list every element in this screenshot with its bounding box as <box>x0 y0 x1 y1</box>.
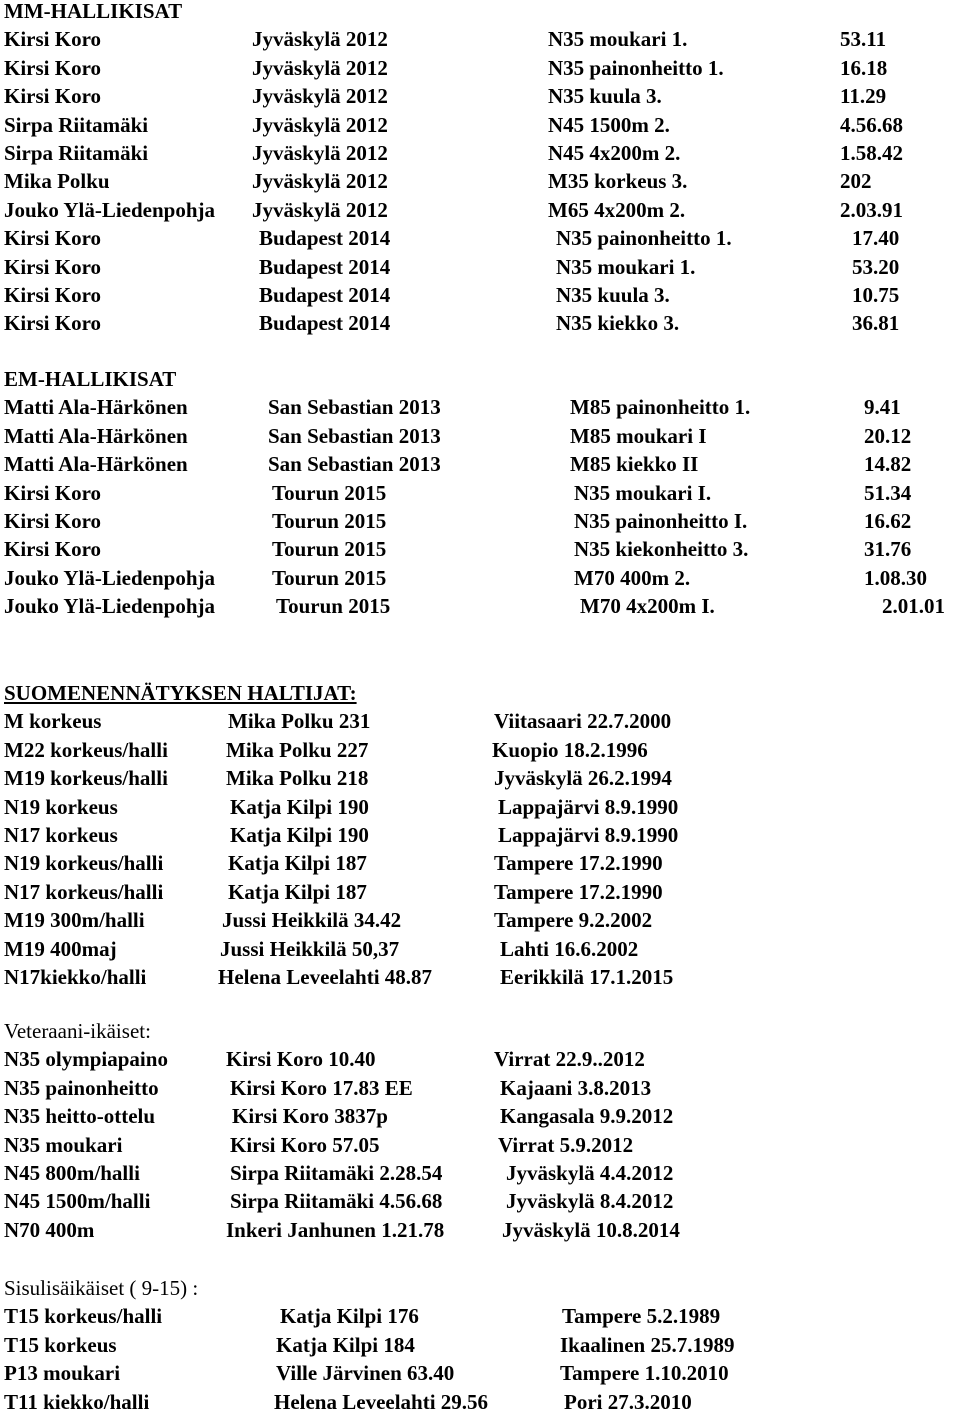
category: T15 korkeus <box>4 1332 117 1357</box>
category: M19 korkeus/halli <box>4 766 168 791</box>
result: 1.08.30 <box>864 565 927 590</box>
result: 16.62 <box>864 508 912 533</box>
result: 17.40 <box>852 226 900 251</box>
holder: Jussi Heikkilä 50,37 <box>220 936 400 961</box>
holder: Katja Kilpi 190 <box>230 822 369 847</box>
place-date: Virrat 22.9..2012 <box>494 1047 645 1072</box>
category: N45 800m/halli <box>4 1160 140 1185</box>
venue: Budapest 2014 <box>259 226 391 251</box>
holder: Helena Leveelahti 48.87 <box>218 964 433 989</box>
venue: Jyväskylä 2012 <box>252 84 388 109</box>
venue: San Sebastian 2013 <box>268 395 441 420</box>
result: 2.01.01 <box>882 594 945 619</box>
record-row <box>4 707 960 735</box>
category: N19 korkeus/halli <box>4 851 164 876</box>
venue: Tourun 2015 <box>276 594 391 619</box>
place-date: Virrat 5.9.2012 <box>498 1132 634 1157</box>
athlete: Matti Ala-Härkönen <box>4 395 188 420</box>
record-row <box>4 1045 960 1073</box>
athlete: Matti Ala-Härkönen <box>4 423 188 448</box>
holder: Kirsi Koro 17.83 EE <box>230 1075 413 1100</box>
event: N35 moukari I. <box>574 480 712 505</box>
athlete: Sirpa Riitamäki <box>4 140 149 165</box>
holder: Kirsi Koro 57.05 <box>230 1132 380 1157</box>
place-date: Lappajärvi 8.9.1990 <box>498 794 679 819</box>
athlete: Kirsi Koro <box>4 537 102 562</box>
place-date: Kajaani 3.8.2013 <box>500 1075 652 1100</box>
venue: Jyväskylä 2012 <box>252 169 388 194</box>
athlete: Sirpa Riitamäki <box>4 112 149 137</box>
venue: Jyväskylä 2012 <box>252 27 388 52</box>
result: 14.82 <box>864 452 912 477</box>
youth-heading: Sisulisäikäiset ( 9-15) : <box>4 1276 199 1300</box>
result: 11.29 <box>840 84 887 109</box>
holder: Sirpa Riitamäki 4.56.68 <box>230 1189 443 1214</box>
holder: Jussi Heikkilä 34.42 <box>222 908 402 933</box>
mm-heading: MM-HALLIKISAT <box>4 0 183 23</box>
record-row <box>4 764 960 792</box>
event: N35 painonheitto 1. <box>548 55 724 80</box>
result: 20.12 <box>864 423 912 448</box>
result-row <box>4 592 960 620</box>
mm-section <box>4 0 960 338</box>
em-heading: EM-HALLIKISAT <box>4 367 177 391</box>
record-row <box>4 1187 960 1215</box>
result: 2.03.91 <box>840 197 903 222</box>
place-date: Tampere 5.2.1989 <box>562 1304 721 1329</box>
athlete: Matti Ala-Härkönen <box>4 452 188 477</box>
record-row <box>4 1131 960 1159</box>
venue: Jyväskylä 2012 <box>252 55 388 80</box>
holder: Sirpa Riitamäki 2.28.54 <box>230 1160 443 1185</box>
result: 9.41 <box>864 395 901 420</box>
record-row <box>4 1359 960 1387</box>
result: 31.76 <box>864 537 912 562</box>
result: 36.81 <box>852 311 900 336</box>
event: M85 moukari I <box>570 423 707 448</box>
athlete: Jouko Ylä-Liedenpohja <box>4 197 216 222</box>
result-row <box>4 535 960 563</box>
result-row <box>4 507 960 535</box>
venue: Tourun 2015 <box>272 565 387 590</box>
result-row <box>4 309 960 337</box>
youth-section <box>4 1274 960 1416</box>
result-row <box>4 54 960 82</box>
event: N35 kuula 3. <box>556 282 670 307</box>
venue: Tourun 2015 <box>272 537 387 562</box>
holder: Mika Polku 231 <box>228 709 371 734</box>
event: N45 1500m 2. <box>548 112 670 137</box>
result-row <box>4 393 960 421</box>
place-date: Kangasala 9.9.2012 <box>500 1104 674 1129</box>
record-row <box>4 963 960 991</box>
result-row <box>4 111 960 139</box>
athlete: Kirsi Koro <box>4 84 102 109</box>
record-row <box>4 906 960 934</box>
category: N35 heitto-ottelu <box>4 1104 156 1129</box>
result-row <box>4 25 960 53</box>
category: N17kiekko/halli <box>4 964 147 989</box>
record-row <box>4 1388 960 1416</box>
venue: Tourun 2015 <box>272 480 387 505</box>
result: 16.18 <box>840 55 888 80</box>
holder: Mika Polku 218 <box>226 766 369 791</box>
venue: Tourun 2015 <box>272 508 387 533</box>
place-date: Lahti 16.6.2002 <box>500 936 639 961</box>
category: N35 moukari <box>4 1132 123 1157</box>
athlete: Kirsi Koro <box>4 480 102 505</box>
event: N45 4x200m 2. <box>548 140 681 165</box>
event: N35 kiekko 3. <box>556 311 680 336</box>
athlete: Kirsi Koro <box>4 254 102 279</box>
category: M19 300m/halli <box>4 908 145 933</box>
event: M70 4x200m I. <box>580 594 715 619</box>
veterans-heading: Veteraani-ikäiset: <box>4 1019 151 1043</box>
place-date: Lappajärvi 8.9.1990 <box>498 822 679 847</box>
place-date: Tampere 1.10.2010 <box>560 1361 729 1386</box>
category: N17 korkeus <box>4 822 118 847</box>
event: N35 painonheitto I. <box>574 508 748 533</box>
category: N35 olympiapaino <box>4 1047 168 1072</box>
athlete: Kirsi Koro <box>4 27 102 52</box>
record-row <box>4 1331 960 1359</box>
category: N17 korkeus/halli <box>4 879 164 904</box>
category: T15 korkeus/halli <box>4 1304 163 1329</box>
athlete: Kirsi Koro <box>4 311 102 336</box>
athlete: Mika Polku <box>4 169 110 194</box>
result-row <box>4 224 960 252</box>
category: N35 painonheitto <box>4 1075 159 1100</box>
event: M35 korkeus 3. <box>548 169 688 194</box>
event: M85 kiekko II <box>570 452 699 477</box>
holder: Katja Kilpi 187 <box>228 879 367 904</box>
result-row <box>4 82 960 110</box>
record-row <box>4 1074 960 1102</box>
record-row <box>4 935 960 963</box>
category: P13 moukari <box>4 1361 121 1386</box>
place-date: Jyväskylä 8.4.2012 <box>506 1189 674 1214</box>
result-row <box>4 196 960 224</box>
place-date: Tampere 17.2.1990 <box>494 879 663 904</box>
venue: Budapest 2014 <box>259 282 391 307</box>
record-row <box>4 1159 960 1187</box>
category: M22 korkeus/halli <box>4 737 168 762</box>
event: M85 painonheitto 1. <box>570 395 751 420</box>
category: T11 kiekko/halli <box>4 1389 150 1414</box>
event: M70 400m 2. <box>574 565 691 590</box>
event: N35 painonheitto 1. <box>556 226 732 251</box>
result: 53.20 <box>852 254 900 279</box>
record-row <box>4 849 960 877</box>
em-section <box>4 365 960 621</box>
result: 1.58.42 <box>840 140 903 165</box>
athlete: Jouko Ylä-Liedenpohja <box>4 594 216 619</box>
result: 51.34 <box>864 480 912 505</box>
venue: San Sebastian 2013 <box>268 423 441 448</box>
result-row <box>4 422 960 450</box>
venue: Budapest 2014 <box>259 254 391 279</box>
event: N35 kiekonheitto 3. <box>574 537 749 562</box>
holder: Helena Leveelahti 29.56 <box>274 1389 489 1414</box>
event: N35 kuula 3. <box>548 84 662 109</box>
athlete: Kirsi Koro <box>4 226 102 251</box>
result-row <box>4 479 960 507</box>
event: N35 moukari 1. <box>548 27 688 52</box>
records-section <box>4 679 960 991</box>
place-date: Pori 27.3.2010 <box>564 1389 692 1414</box>
category: M19 400maj <box>4 936 117 961</box>
venue: Budapest 2014 <box>259 311 391 336</box>
holder: Ville Järvinen 63.40 <box>276 1361 455 1386</box>
holder: Katja Kilpi 190 <box>230 794 369 819</box>
place-date: Eerikkilä 17.1.2015 <box>500 964 674 989</box>
result-row <box>4 167 960 195</box>
veterans-section <box>4 1017 960 1244</box>
holder: Mika Polku 227 <box>226 737 369 762</box>
result-row <box>4 253 960 281</box>
place-date: Jyväskylä 10.8.2014 <box>502 1217 680 1242</box>
holder: Inkeri Janhunen 1.21.78 <box>226 1217 445 1242</box>
record-row <box>4 793 960 821</box>
holder: Kirsi Koro 3837p <box>232 1104 388 1129</box>
records-heading: SUOMENENNÄTYKSEN HALTIJAT: <box>4 681 357 705</box>
result-row <box>4 281 960 309</box>
athlete: Kirsi Koro <box>4 282 102 307</box>
place-date: Kuopio 18.2.1996 <box>492 737 648 762</box>
holder: Kirsi Koro 10.40 <box>226 1047 376 1072</box>
holder: Katja Kilpi 184 <box>276 1332 415 1357</box>
place-date: Viitasaari 22.7.2000 <box>494 709 672 734</box>
holder: Katja Kilpi 187 <box>228 851 367 876</box>
holder: Katja Kilpi 176 <box>280 1304 419 1329</box>
record-row <box>4 1302 960 1330</box>
place-date: Tampere 9.2.2002 <box>494 908 653 933</box>
place-date: Tampere 17.2.1990 <box>494 851 663 876</box>
event: M65 4x200m 2. <box>548 197 686 222</box>
athlete: Kirsi Koro <box>4 508 102 533</box>
venue: Jyväskylä 2012 <box>252 140 388 165</box>
athlete: Jouko Ylä-Liedenpohja <box>4 565 216 590</box>
athlete: Kirsi Koro <box>4 55 102 80</box>
result-row <box>4 564 960 592</box>
place-date: Jyväskylä 26.2.1994 <box>494 766 672 791</box>
venue: Jyväskylä 2012 <box>252 197 388 222</box>
category: M korkeus <box>4 709 102 734</box>
record-row <box>4 878 960 906</box>
result-row <box>4 139 960 167</box>
record-row <box>4 1216 960 1244</box>
record-row <box>4 1102 960 1130</box>
place-date: Ikaalinen 25.7.1989 <box>560 1332 735 1357</box>
result: 53.11 <box>840 27 887 52</box>
result-row <box>4 450 960 478</box>
result: 4.56.68 <box>840 112 903 137</box>
record-row <box>4 821 960 849</box>
place-date: Jyväskylä 4.4.2012 <box>506 1160 674 1185</box>
venue: Jyväskylä 2012 <box>252 112 388 137</box>
event: N35 moukari 1. <box>556 254 696 279</box>
category: N70 400m <box>4 1217 95 1242</box>
result: 10.75 <box>852 282 900 307</box>
record-row <box>4 736 960 764</box>
venue: San Sebastian 2013 <box>268 452 441 477</box>
result: 202 <box>840 169 872 194</box>
category: N19 korkeus <box>4 794 118 819</box>
category: N45 1500m/halli <box>4 1189 151 1214</box>
